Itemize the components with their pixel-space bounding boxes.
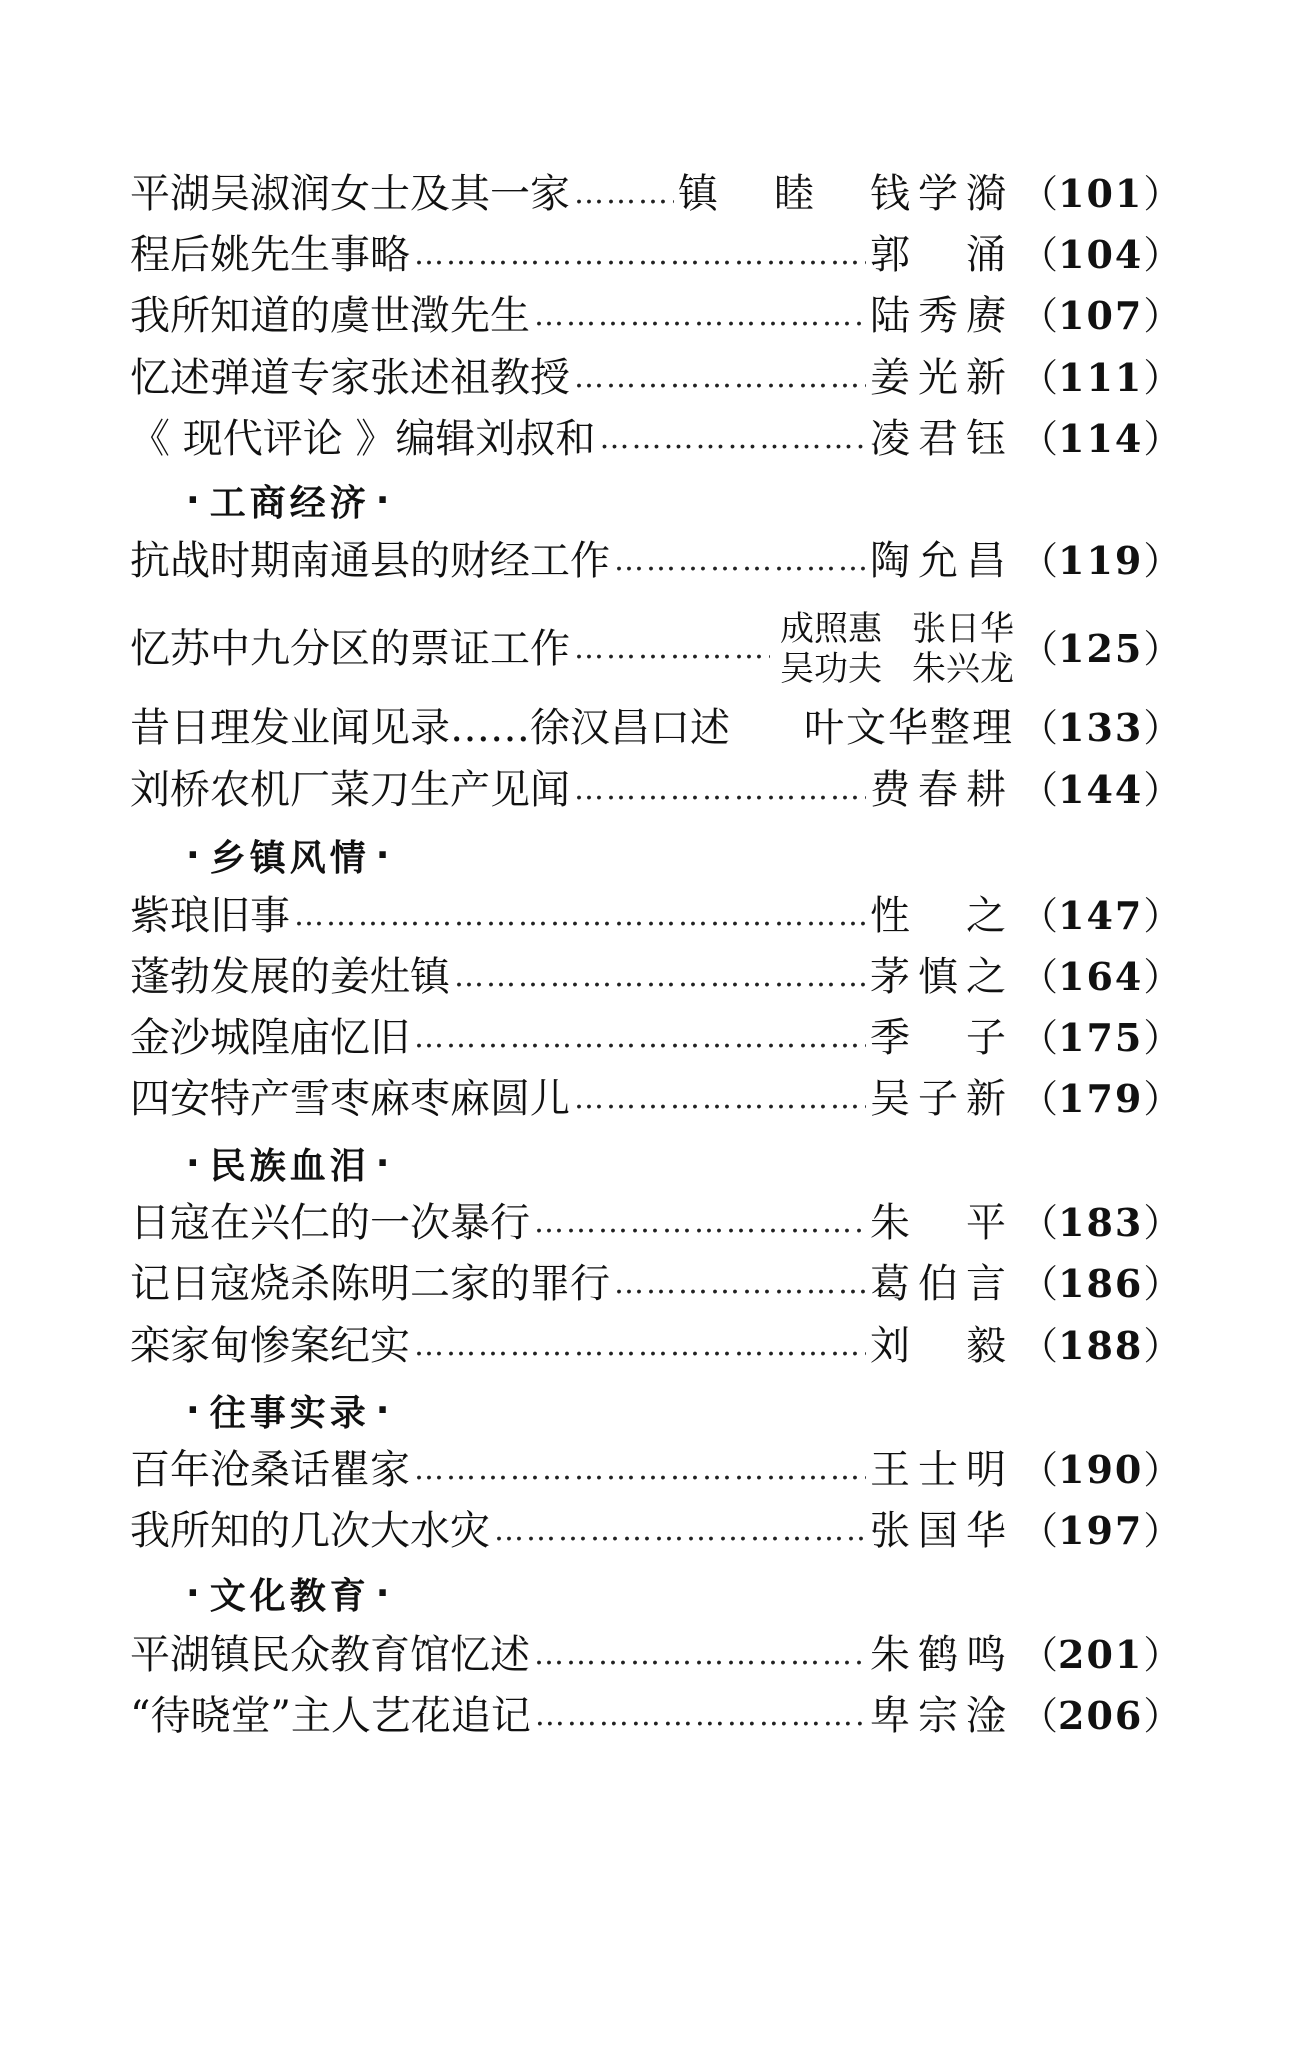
page-ref: （ 175 ）	[1020, 1015, 1182, 1060]
entry-author: 刘 毅	[870, 1323, 1014, 1369]
author-name: 吴功夫	[780, 649, 882, 689]
page-ref: （ 101 ）	[1020, 171, 1182, 216]
entry-title: 我所知道的虞世澂先生	[130, 293, 530, 339]
toc-entry[interactable]	[130, 227, 1182, 283]
entry-author: 费春耕	[870, 767, 1014, 813]
entry-author: 凌君钰	[870, 416, 1014, 462]
entry-title: 百年沧桑话瞿家	[130, 1447, 410, 1493]
page-number: 183	[1058, 1200, 1144, 1245]
page-ref: （ 125 ）	[1020, 626, 1182, 671]
page-number: 186	[1058, 1261, 1144, 1306]
page-ref: （ 111 ）	[1020, 355, 1182, 400]
dot-leader	[414, 1331, 866, 1361]
page-number: 119	[1058, 538, 1144, 583]
entry-title: 记日寇烧杀陈明二家的罪行	[130, 1261, 610, 1307]
page-number: 197	[1058, 1508, 1144, 1553]
page-ref: （ 107 ）	[1020, 293, 1182, 338]
toc-entry[interactable]	[130, 949, 1182, 1005]
page-ref: （ 186 ）	[1020, 1261, 1182, 1306]
page-number: 125	[1058, 626, 1144, 671]
dot-leader	[534, 1208, 866, 1238]
dot-leader	[294, 901, 866, 931]
entry-author: 朱鹤鸣	[870, 1632, 1014, 1678]
toc-entry[interactable]	[130, 411, 1182, 467]
entry-title: 昔日理发业闻见录……徐汉昌口述	[130, 705, 730, 751]
page-ref: （ 144 ）	[1020, 767, 1182, 812]
entry-authors	[780, 609, 1014, 689]
page-ref: （ 164 ）	[1020, 954, 1182, 999]
entry-author: 陶允昌	[870, 538, 1014, 584]
page-ref: （ 190 ）	[1020, 1447, 1182, 1492]
toc-entry[interactable]	[130, 762, 1182, 818]
page-ref: （ 104 ）	[1020, 232, 1182, 277]
toc-entry[interactable]	[130, 350, 1182, 406]
dot-leader	[599, 424, 866, 454]
author-name: 成照惠	[780, 609, 882, 649]
page-ref: （ 188 ）	[1020, 1323, 1182, 1368]
entry-title: 平湖吴淑润女士及其一家	[130, 171, 570, 217]
page-number: 179	[1058, 1076, 1144, 1121]
toc-entry[interactable]	[130, 166, 1182, 222]
entry-author: 茅慎之	[870, 954, 1014, 1000]
toc-entry[interactable]	[130, 700, 1182, 756]
page-number: 206	[1058, 1693, 1144, 1738]
dot-leader	[574, 775, 866, 805]
entry-title: 忆苏中九分区的票证工作	[130, 626, 570, 672]
dot-leader	[614, 546, 866, 576]
dot-leader	[535, 1701, 866, 1731]
page-number: 111	[1058, 355, 1144, 400]
page-number: 133	[1058, 705, 1144, 750]
page-number: 114	[1058, 416, 1144, 461]
entry-title: 忆述弹道专家张述祖教授	[130, 355, 570, 401]
toc-entry[interactable]	[130, 1256, 1182, 1312]
entry-author: 叶文华整理	[804, 705, 1014, 751]
toc-entry[interactable]	[130, 288, 1182, 344]
entry-title: 四安特产雪枣麻枣麻圆儿	[130, 1076, 570, 1122]
entry-author: 镇 睦 钱学漪	[678, 171, 1014, 217]
page-number: 104	[1058, 232, 1144, 277]
dot-leader	[494, 1516, 866, 1546]
entry-author: 性 之	[870, 893, 1014, 939]
author-name: 张日华	[912, 609, 1014, 649]
section-heading: · 往事实录 ·	[186, 1389, 394, 1434]
entry-title: 抗战时期南通县的财经工作	[130, 538, 610, 584]
toc-entry[interactable]	[130, 1071, 1182, 1127]
entry-title: 平湖镇民众教育馆忆述	[130, 1632, 530, 1678]
page-number: 190	[1058, 1447, 1144, 1492]
entry-title: 金沙城隍庙忆旧	[130, 1015, 410, 1061]
entry-title: 刘桥农机厂菜刀生产见闻	[130, 767, 570, 813]
toc-entry[interactable]	[130, 1195, 1182, 1251]
page-ref: （ 133 ）	[1020, 705, 1182, 750]
dot-leader	[414, 240, 866, 270]
entry-title: 程后姚先生事略	[130, 232, 410, 278]
entry-author: 卑宗淦	[870, 1693, 1014, 1739]
toc-entry[interactable]	[130, 1318, 1182, 1374]
toc-entry[interactable]	[130, 1688, 1182, 1744]
dot-leader	[574, 1084, 866, 1114]
dot-leader	[414, 1455, 866, 1485]
page-number: 188	[1058, 1323, 1144, 1368]
toc-entry[interactable]	[130, 888, 1182, 944]
toc-entry[interactable]	[130, 1442, 1182, 1498]
dot-leader	[574, 179, 674, 209]
entry-title: 栾家甸惨案纪实	[130, 1323, 410, 1369]
section-heading: · 乡镇风情 ·	[186, 834, 394, 879]
page-number: 201	[1058, 1632, 1144, 1677]
page-number: 101	[1058, 171, 1144, 216]
dot-leader	[414, 1023, 866, 1053]
section-heading: · 民族血泪 ·	[186, 1142, 394, 1187]
page-number: 147	[1058, 893, 1144, 938]
entry-title: 日寇在兴仁的一次暴行	[130, 1200, 530, 1246]
entry-title: 我所知的几次大水灾	[130, 1508, 490, 1554]
toc-entry[interactable]	[130, 1503, 1182, 1559]
page-number: 175	[1058, 1015, 1144, 1060]
page-ref: （ 114 ）	[1020, 416, 1182, 461]
page-ref: （ 183 ）	[1020, 1200, 1182, 1245]
entry-title: “待晓堂”主人艺花追记	[130, 1693, 531, 1739]
dot-leader	[574, 363, 866, 393]
page-number: 144	[1058, 767, 1144, 812]
author-name: 朱兴龙	[912, 649, 1014, 689]
dot-leader	[454, 962, 866, 992]
entry-author: 朱 平	[870, 1200, 1014, 1246]
entry-title: 紫琅旧事	[130, 893, 290, 939]
entry-author: 葛伯言	[870, 1261, 1014, 1307]
page-ref: （ 206 ）	[1020, 1693, 1182, 1738]
page-ref: （ 197 ）	[1020, 1508, 1182, 1553]
page-ref: （ 147 ）	[1020, 893, 1182, 938]
entry-title: 《 现代评论 》编辑刘叔和	[130, 416, 596, 462]
entry-author: 姜光新	[870, 355, 1014, 401]
page-number: 164	[1058, 954, 1144, 999]
entry-author: 季 子	[870, 1015, 1014, 1061]
entry-author: 张国华	[870, 1508, 1014, 1554]
entry-title: 蓬勃发展的姜灶镇	[130, 954, 450, 1000]
toc-entry[interactable]	[130, 1627, 1182, 1683]
page-number: 107	[1058, 293, 1144, 338]
entry-author: 郭 涌	[870, 232, 1014, 278]
entry-author: 陆秀赓	[870, 293, 1014, 339]
dot-leader	[574, 634, 770, 664]
section-heading: · 工商经济 ·	[186, 479, 394, 524]
section-heading: · 文化教育 ·	[186, 1572, 394, 1617]
entry-author: 王士明	[870, 1447, 1014, 1493]
toc-entry[interactable]	[130, 1010, 1182, 1066]
dot-leader	[534, 301, 866, 331]
entry-author: 吴子新	[870, 1076, 1014, 1122]
page-ref: （ 119 ）	[1020, 538, 1182, 583]
toc-entry[interactable]	[130, 604, 1182, 694]
dot-leader	[534, 1640, 866, 1670]
page-ref: （ 201 ）	[1020, 1632, 1182, 1677]
page-ref: （ 179 ）	[1020, 1076, 1182, 1121]
toc-entry[interactable]	[130, 533, 1182, 589]
dot-leader	[614, 1269, 866, 1299]
